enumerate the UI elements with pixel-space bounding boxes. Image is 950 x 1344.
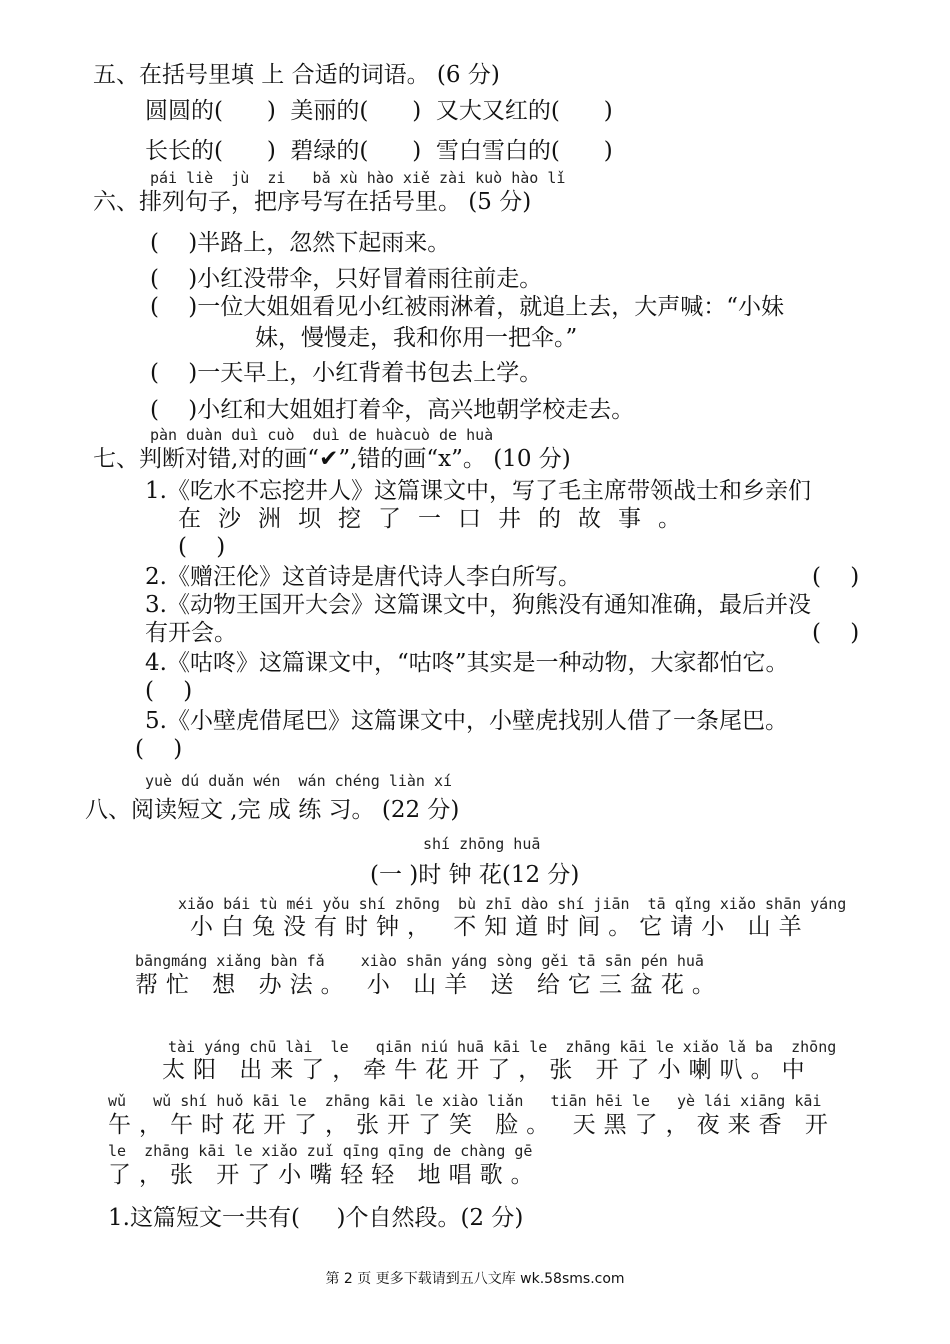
section-7-q5: 5.《小壁虎借尾巴》这篇课文中，小壁虎找别人借了一条尾巴。 xyxy=(145,708,788,734)
section-6-pinyin: pái liè jù zi bǎ xù hào xiě zài kuò hào lǐ xyxy=(150,169,566,187)
section-7-q1: 1.《吃水不忘挖井人》这篇课文中，写了毛主席带领战士和乡亲们 xyxy=(145,478,811,504)
section-8-title: 八、阅读短文 ,完 成 练 习。 (22 分) xyxy=(85,797,460,823)
passage-line-4: 午，午时花开了，张开了笑 脸。 天黑了，夜来香 开 xyxy=(108,1112,836,1138)
section-5-title: 五、在括号里填 上 合适的词语。 (6 分) xyxy=(93,62,500,88)
passage-line-5-pinyin: le zhāng kāi le xiǎo zuǐ qīng qīng de chàng gē xyxy=(108,1142,533,1160)
passage-line-2: 帮忙 想 办法。 小 山羊 送 给它三盆花。 xyxy=(135,972,723,998)
section-7-q4-paren: ( ) xyxy=(145,678,193,704)
section-7-q1-cont: 在沙洲坝挖了一口井的故事。 xyxy=(178,506,698,532)
section-7-q1-paren: ( ) xyxy=(178,534,226,560)
section-6-item-1: ( )半路上，忽然下起雨来。 xyxy=(150,230,451,256)
section-7-q2: 2.《赠汪伦》这首诗是唐代诗人李白所写。 xyxy=(145,564,581,590)
section-7-q4: 4.《咕咚》这篇课文中，“咕咚”其实是一种动物，大家都怕它。 xyxy=(145,650,789,676)
passage-line-2-pinyin: bāngmáng xiǎng bàn fǎ xiào shān yáng sòng gěi tā sān pén huā xyxy=(135,952,704,970)
section-7-title: 七、判断对错,对的画“✔”,错的画“x”。 (10 分) xyxy=(93,446,571,472)
section-7-q3: 3.《动物王国开大会》这篇课文中，狗熊没有通知准确，最后并没 xyxy=(145,592,811,618)
passage-title-pinyin: shí zhōng huā xyxy=(423,835,541,853)
section-7-q3-cont: 有开会。 xyxy=(145,620,237,646)
section-7-q2-paren: ( ) xyxy=(812,564,860,590)
section-6-title: 六、排列句子，把序号写在括号里。 (5 分) xyxy=(93,189,532,215)
passage-line-3-pinyin: tài yáng chū lài le qiān niú huā kāi le zhāng kāi le xiǎo lǎ ba zhōng xyxy=(168,1038,837,1056)
passage-line-1-pinyin: xiǎo bái tù méi yǒu shí zhōng bù zhī dào shí jiān tā qǐng xiǎo shān yáng xyxy=(178,895,847,913)
passage-title: (一 )时 钟 花(12 分) xyxy=(370,862,580,888)
section-6-item-3: ( )一位大姐姐看见小红被雨淋着，就追上去，大声喊：“小妹 xyxy=(150,294,784,320)
passage-line-3: 太阳 出来了，牵牛花开了，张 开了小喇叭。中 xyxy=(162,1057,813,1083)
passage-line-1: 小白兔没有时钟， 不知道时间。它请小 山羊 xyxy=(190,914,810,940)
section-8-pinyin: yuè dú duǎn wén wán chéng liàn xí xyxy=(145,772,453,790)
section-6-item-5: ( )小红和大姐姐打着伞，高兴地朝学校走去。 xyxy=(150,397,635,423)
section-5-row-2: 长长的( ) 碧绿的( ) 雪白雪白的( ) xyxy=(145,138,613,164)
section-7-q3-paren: ( ) xyxy=(812,620,860,646)
page-footer: 第 2 页 更多下载请到五八文库 wk.58sms.com xyxy=(325,1271,625,1287)
section-5-row-1: 圆圆的( ) 美丽的( ) 又大又红的( ) xyxy=(145,98,613,124)
section-6-item-4: ( )一天早上，小红背着书包去上学。 xyxy=(150,360,543,386)
section-6-item-3-cont: 妹，慢慢走，我和你用一把伞。” xyxy=(255,325,578,351)
section-7-q5-paren: ( ) xyxy=(135,736,183,762)
passage-line-4-pinyin: wǔ wǔ shí huǒ kāi le zhāng kāi le xiào liǎn tiān hēi le yè lái xiāng kāi xyxy=(108,1092,822,1110)
section-7-pinyin: pàn duàn duì cuò duì de huàcuò de huà xyxy=(150,426,494,444)
passage-line-5: 了，张 开了小嘴轻轻 地唱歌。 xyxy=(108,1162,542,1188)
question-1: 1.这篇短文一共有( )个自然段。(2 分) xyxy=(108,1205,524,1231)
section-6-item-2: ( )小红没带伞，只好冒着雨往前走。 xyxy=(150,266,543,292)
